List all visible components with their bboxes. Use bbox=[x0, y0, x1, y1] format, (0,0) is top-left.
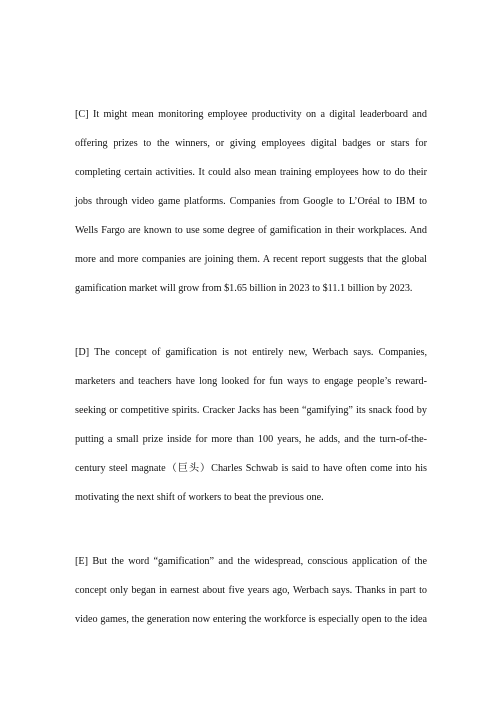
paragraph-d-line-6: motivating the next shift of workers to beat the previous one. bbox=[75, 492, 324, 503]
paragraph-d-line-5: century steel magnate（巨头）Charles Schwab is said to have often come into his bbox=[75, 463, 427, 474]
paragraph-c-line-2: offering prizes to the winners, or giving employees digital badges or stars for bbox=[75, 138, 427, 149]
paragraph-d-line-3: seeking or competitive spirits. Cracker Jacks has been “gamifying” its snack food by bbox=[75, 405, 427, 416]
paragraph-d-line-4: putting a small prize inside for more than 100 years, he adds, and the turn-of-the- bbox=[75, 434, 427, 445]
paragraph-d-line-1: [D] The concept of gamification is not entirely new, Werbach says. Companies, bbox=[75, 347, 427, 358]
paragraph-c-line-7: gamification market will grow from $1.65 billion in 2023 to $11.1 billion by 2023. bbox=[75, 283, 413, 294]
paragraph-c-line-1: [C] It might mean monitoring employee productivity on a digital leaderboard and bbox=[75, 109, 427, 120]
paragraph-c-line-4: jobs through video game platforms. Companies from Google to L’Oréal to IBM to bbox=[75, 196, 427, 207]
paragraph-c-line-3: completing certain activities. It could also mean training employees how to do their bbox=[75, 167, 427, 178]
paragraph-c-line-6: more and more companies are joining them. A recent report suggests that the global bbox=[75, 254, 427, 265]
paragraph-e-line-2: concept only began in earnest about five years ago, Werbach says. Thanks in part to bbox=[75, 585, 427, 596]
paragraph-d-line-2: marketers and teachers have long looked for fun ways to engage people’s reward- bbox=[75, 376, 427, 387]
paragraph-e-line-3: video games, the generation now entering the workforce is especially open to the idea bbox=[75, 614, 427, 625]
paragraph-c-line-5: Wells Fargo are known to use some degree of gamification in their workplaces. And bbox=[75, 225, 427, 236]
paragraph-e-line-1: [E] But the word “gamification” and the widespread, conscious application of the bbox=[75, 556, 427, 567]
